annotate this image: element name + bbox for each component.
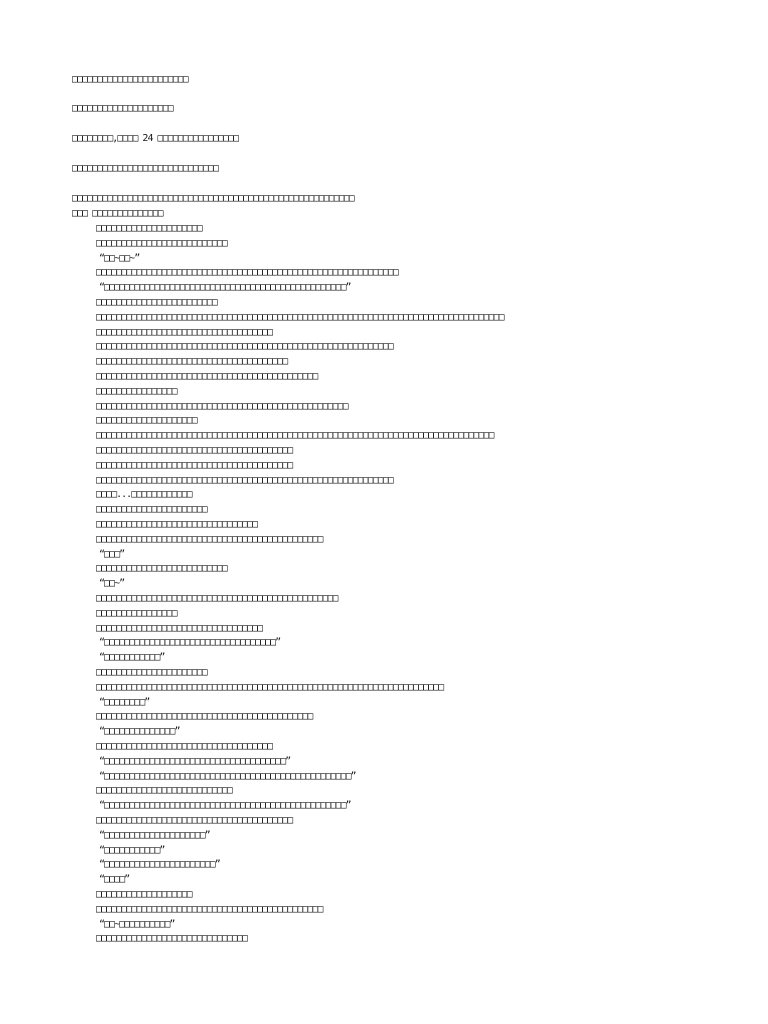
body-line: “□□~□□~” (99, 253, 140, 264)
document-title: □□□□□□□□□□□□□□□□□□□□□□□ (72, 74, 188, 85)
body-line: □□□□□□□□□□□□□□□□□□□□□□□□□□□□□□ (96, 933, 247, 944)
body-line: □□□□□□□□□□□□□□□□□□□□□□□□□□ (96, 238, 227, 249)
body-line: “□□□□□□□□□□□□□□□□□□□□□□” (99, 859, 220, 870)
body-line: “□□□□□□□□□□□” (99, 845, 165, 856)
body-line: □□□□□□□□□□□□□□□□□□□□□□□□□□□□□□□□□□□□□□□□□□□□□□□□□□□□□□□□□□□ (96, 475, 393, 486)
body-line: □□□□□□□□□□□□□□□□ (96, 386, 177, 397)
body-line: “□□□” (99, 549, 125, 560)
body-line: □□□□□□□□□□□□□□□□□□□□□□□□□□□□□□□□□□□□□□□□□□□□□□□□□□ (96, 401, 348, 412)
body-line: □□□□□□□□□□□□□□□□□□□□□□□□□□□□□□□□□□□□□□□□□□□□□□□□□□□□□□□□□□□□□□□□□□□□□ (96, 682, 444, 693)
body-line: □□□□□□□□□□□□□□□□□□□ (96, 889, 192, 900)
body-line: “□□□□□□□□□□□□□□□□□□□□” (99, 830, 210, 841)
body-line: □□□□□□□□□□□□□□□□□□□□□□□□ (96, 297, 217, 308)
document-tagline: □□□□□□□□□□□□□□□□□□□□□□□□□□□□□ (72, 163, 218, 174)
body-line: □□□□□□□□□□□□□□□□□□□□□□□□□□□□□□□□□□□□□□□□□□□□□□□□□□□□□□□□□□□□□□□□□□□□□□□□□□□□□□□□□ (96, 312, 504, 323)
body-line: “□□□□□□□□□□□□□□□□□□□□□□□□□□□□□□□□□□□□□□□□□□□□□□□□” (99, 800, 351, 811)
body-line: □□□□□□□□□□□□□□□□□□□□□□□□□□□□□□□□□□□ (96, 741, 273, 752)
body-line: □□□□□□□□□□□□□□□□□□□□□□□□□□□□□□□□□□□ (96, 327, 273, 338)
body-line: □□□□□□□□□□□□□□□□□□□□□□□□□□□□□□□□□ (96, 623, 263, 634)
body-line: “□□□□□□□□□□□□□□□□□□□□□□□□□□□□□□□□□□□□□□□□□□□□□□□□” (99, 282, 351, 293)
body-line: “□□~□□□□□□□□□□” (99, 919, 175, 930)
body-line: □□□□□□□□□□□□□□□□□□□□ (96, 415, 197, 426)
body-line: □□□□□□□□□□□□□□□□□□□□□□□□□□ (96, 563, 227, 574)
body-line: □□□□□□□□□□□□□□□□□□□□□□□□□□□□□□□□□□□□□□□ (96, 815, 293, 826)
body-line: □□□□□□□□□□□□□□□□□□□□□□□□□□□□□□□□□□□□□□□ (96, 445, 293, 456)
body-line: “□□□□□□□□□□□□□□□□□□□□□□□□□□□□□□□□□□□□□□□□□□□□□□□□□” (99, 771, 356, 782)
body-line: □□□□□□□□□□□□□□□□□□□□□□□□□□□□□□□□□□□□□□□□□□□□□□□□□□□□□□□□□□□□□□□□□□□□□□□□□□□□□□□ (96, 430, 494, 441)
body-line: “□□□□□□□□□□□□□□□□□□□□□□□□□□□□□□□□□□□□” (99, 756, 291, 767)
document-meta: □□□□□□□□,□□□□ 24 □□□□□□□□□□□□□□□□ (72, 133, 239, 144)
body-line: “□□□□□□□□□□□□□□” (99, 726, 180, 737)
body-line: “□□~” (99, 578, 125, 589)
body-line: “□□□□□□□□□□□” (99, 652, 165, 663)
body-line: □□□□□□□□□□□□□□□□□□□□□□□□□□□□□□□□□□□□□□□□□□□□□□□□□□□□□□□□□□□ (96, 341, 393, 352)
body-line: □□□□□□□□□□□□□□□□□□□□□□□□□□□□□□□□□□□□□□□□□□□□□ (96, 904, 323, 915)
body-line: □□□□□□□□□□□□□□□□□□□□□□□□□□□□□□□□□□□□□□□□□□□□□□□□ (96, 593, 338, 604)
body-line: □□□□□□□□□□□□□□□□□□□□□□□□□□□ (96, 785, 232, 796)
body-line: “□□□□□□□□” (99, 697, 150, 708)
body-line: □□□□□□□□□□□□□□□□ (96, 608, 177, 619)
body-line: □□□□□□□□□□□□□□□□□□□□□□□□□□□□□□□□□□□□□□□□□□□□□ (96, 534, 323, 545)
document-subtitle: □□□□□□□□□□□□□□□□□□□□ (72, 103, 173, 114)
body-line: □□□□□□□□□□□□□□□□□□□□□□ (96, 504, 207, 515)
intro-paragraph: □□□□□□□□□□□□□□□□□□□□□□□□□□□□□□□□□□□□□□□□□□□□□□□□□□□□□□□□ (72, 193, 354, 204)
body-line: “□□□□□□□□□□□□□□□□□□□□□□□□□□□□□□□□□□” (99, 637, 281, 648)
body-line: □□□□□□□□□□□□□□□□□□□□□□□□□□□□□□□□□□□□□□ (96, 356, 288, 367)
body-line: □□□□□□□□□□□□□□□□□□□□□□□□□□□□□□□□□□□□□□□□□□□□ (96, 371, 318, 382)
section-heading: □□□ □□□□□□□□□□□□□□ (72, 208, 163, 219)
body-line: “□□□□” (99, 874, 130, 885)
body-line: □□□□...□□□□□□□□□□□□ (96, 489, 192, 500)
body-line: □□□□□□□□□□□□□□□□□□□□□□□□□□□□□□□□□□□□□□□ (96, 460, 293, 471)
body-line: □□□□□□□□□□□□□□□□□□□□□□ (96, 667, 207, 678)
body-line: □□□□□□□□□□□□□□□□□□□□□□□□□□□□□□□□ (96, 519, 257, 530)
body-line: □□□□□□□□□□□□□□□□□□□□□□□□□□□□□□□□□□□□□□□□□□□ (96, 711, 313, 722)
body-line: □□□□□□□□□□□□□□□□□□□□□ (96, 223, 202, 234)
body-line: □□□□□□□□□□□□□□□□□□□□□□□□□□□□□□□□□□□□□□□□□□□□□□□□□□□□□□□□□□□□ (96, 267, 398, 278)
